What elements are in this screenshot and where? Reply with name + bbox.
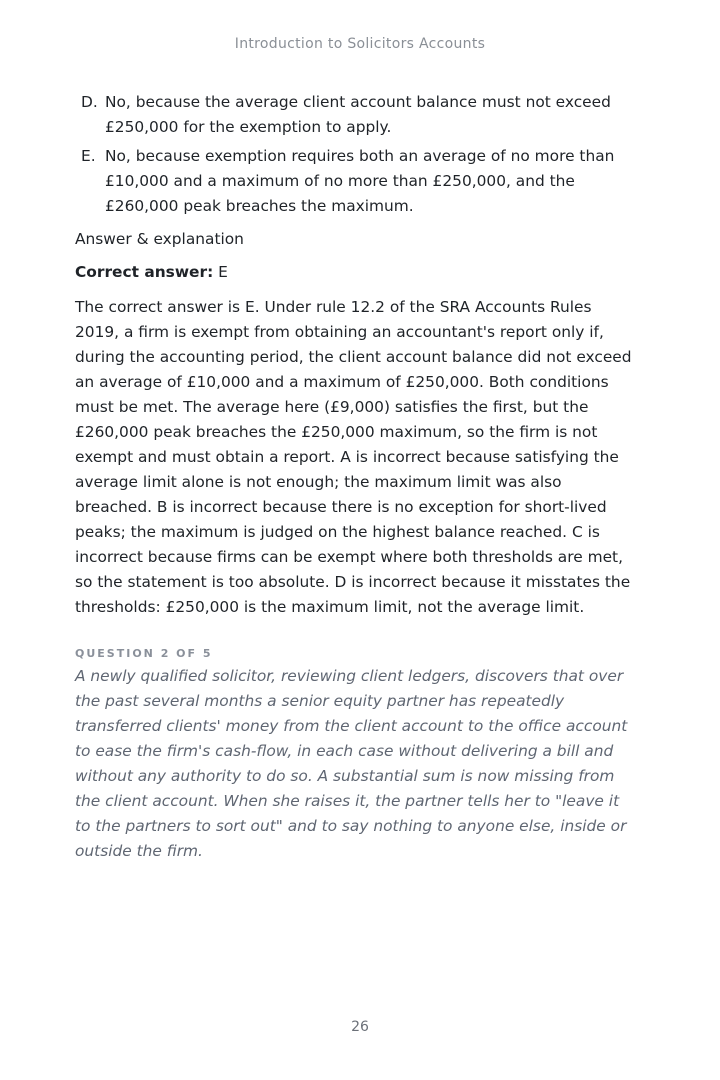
option-text: No, because the average client account balance must not exceed £250,000 for the exemption to apply. xyxy=(105,93,611,136)
option-letter: D. xyxy=(81,93,98,111)
page-number: 26 xyxy=(351,1019,369,1035)
answer-options xyxy=(75,90,635,219)
correct-answer-value: E xyxy=(218,263,228,281)
correct-answer-label: Correct answer: xyxy=(75,263,214,281)
running-header: Introduction to Solicitors Accounts xyxy=(234,36,486,52)
question-label: QUESTION 2 OF 5 xyxy=(75,647,213,660)
option-text: No, because exemption requires both an average of no more than £10,000 and a maximum of no more than £250,000, and the £260,000 peak breaches the maximum. xyxy=(105,147,615,215)
answer-heading: Answer & explanation xyxy=(75,230,244,248)
question-text: A newly qualified solicitor, reviewing client ledgers, discovers that over the past several months a senior equity partner has repeatedly transferred clients' money from the client account to the office account to ease the firm's cash-flow, in each case without delivering a bill and without any authority to do so. A substantial sum is now missing from the client account. When she raises it, the partner tells her to "leave it to the partners to sort out" and to say nothing to anyone else, inside or outside the firm. xyxy=(75,667,628,860)
page-content xyxy=(75,90,635,864)
option-letter: E. xyxy=(81,147,96,165)
correct-answer-line xyxy=(75,260,635,285)
option-d xyxy=(75,90,635,140)
explanation-paragraph: The correct answer is E. Under rule 12.2 of the SRA Accounts Rules 2019, a firm is exempt from obtaining an accountant's report only if, during the accounting period, the client account balance did not exceed an average of £10,000 and a maximum of £250,000. Both conditions must be met. The average here (£9,000) satisfies the first, but the £260,000 peak breaches the £250,000 maximum, so the firm is not exempt and must obtain a report. A is incorrect because satisfying the average limit alone is not enough; the maximum limit was also breached. B is incorrect because there is no exception for short-lived peaks; the maximum is judged on the highest balance reached. C is incorrect because firms can be exempt where both thresholds are met, so the statement is too absolute. D is incorrect because it misstates the thresholds: £250,000 is the maximum limit, not the average limit. xyxy=(75,298,632,616)
option-e xyxy=(75,144,635,219)
